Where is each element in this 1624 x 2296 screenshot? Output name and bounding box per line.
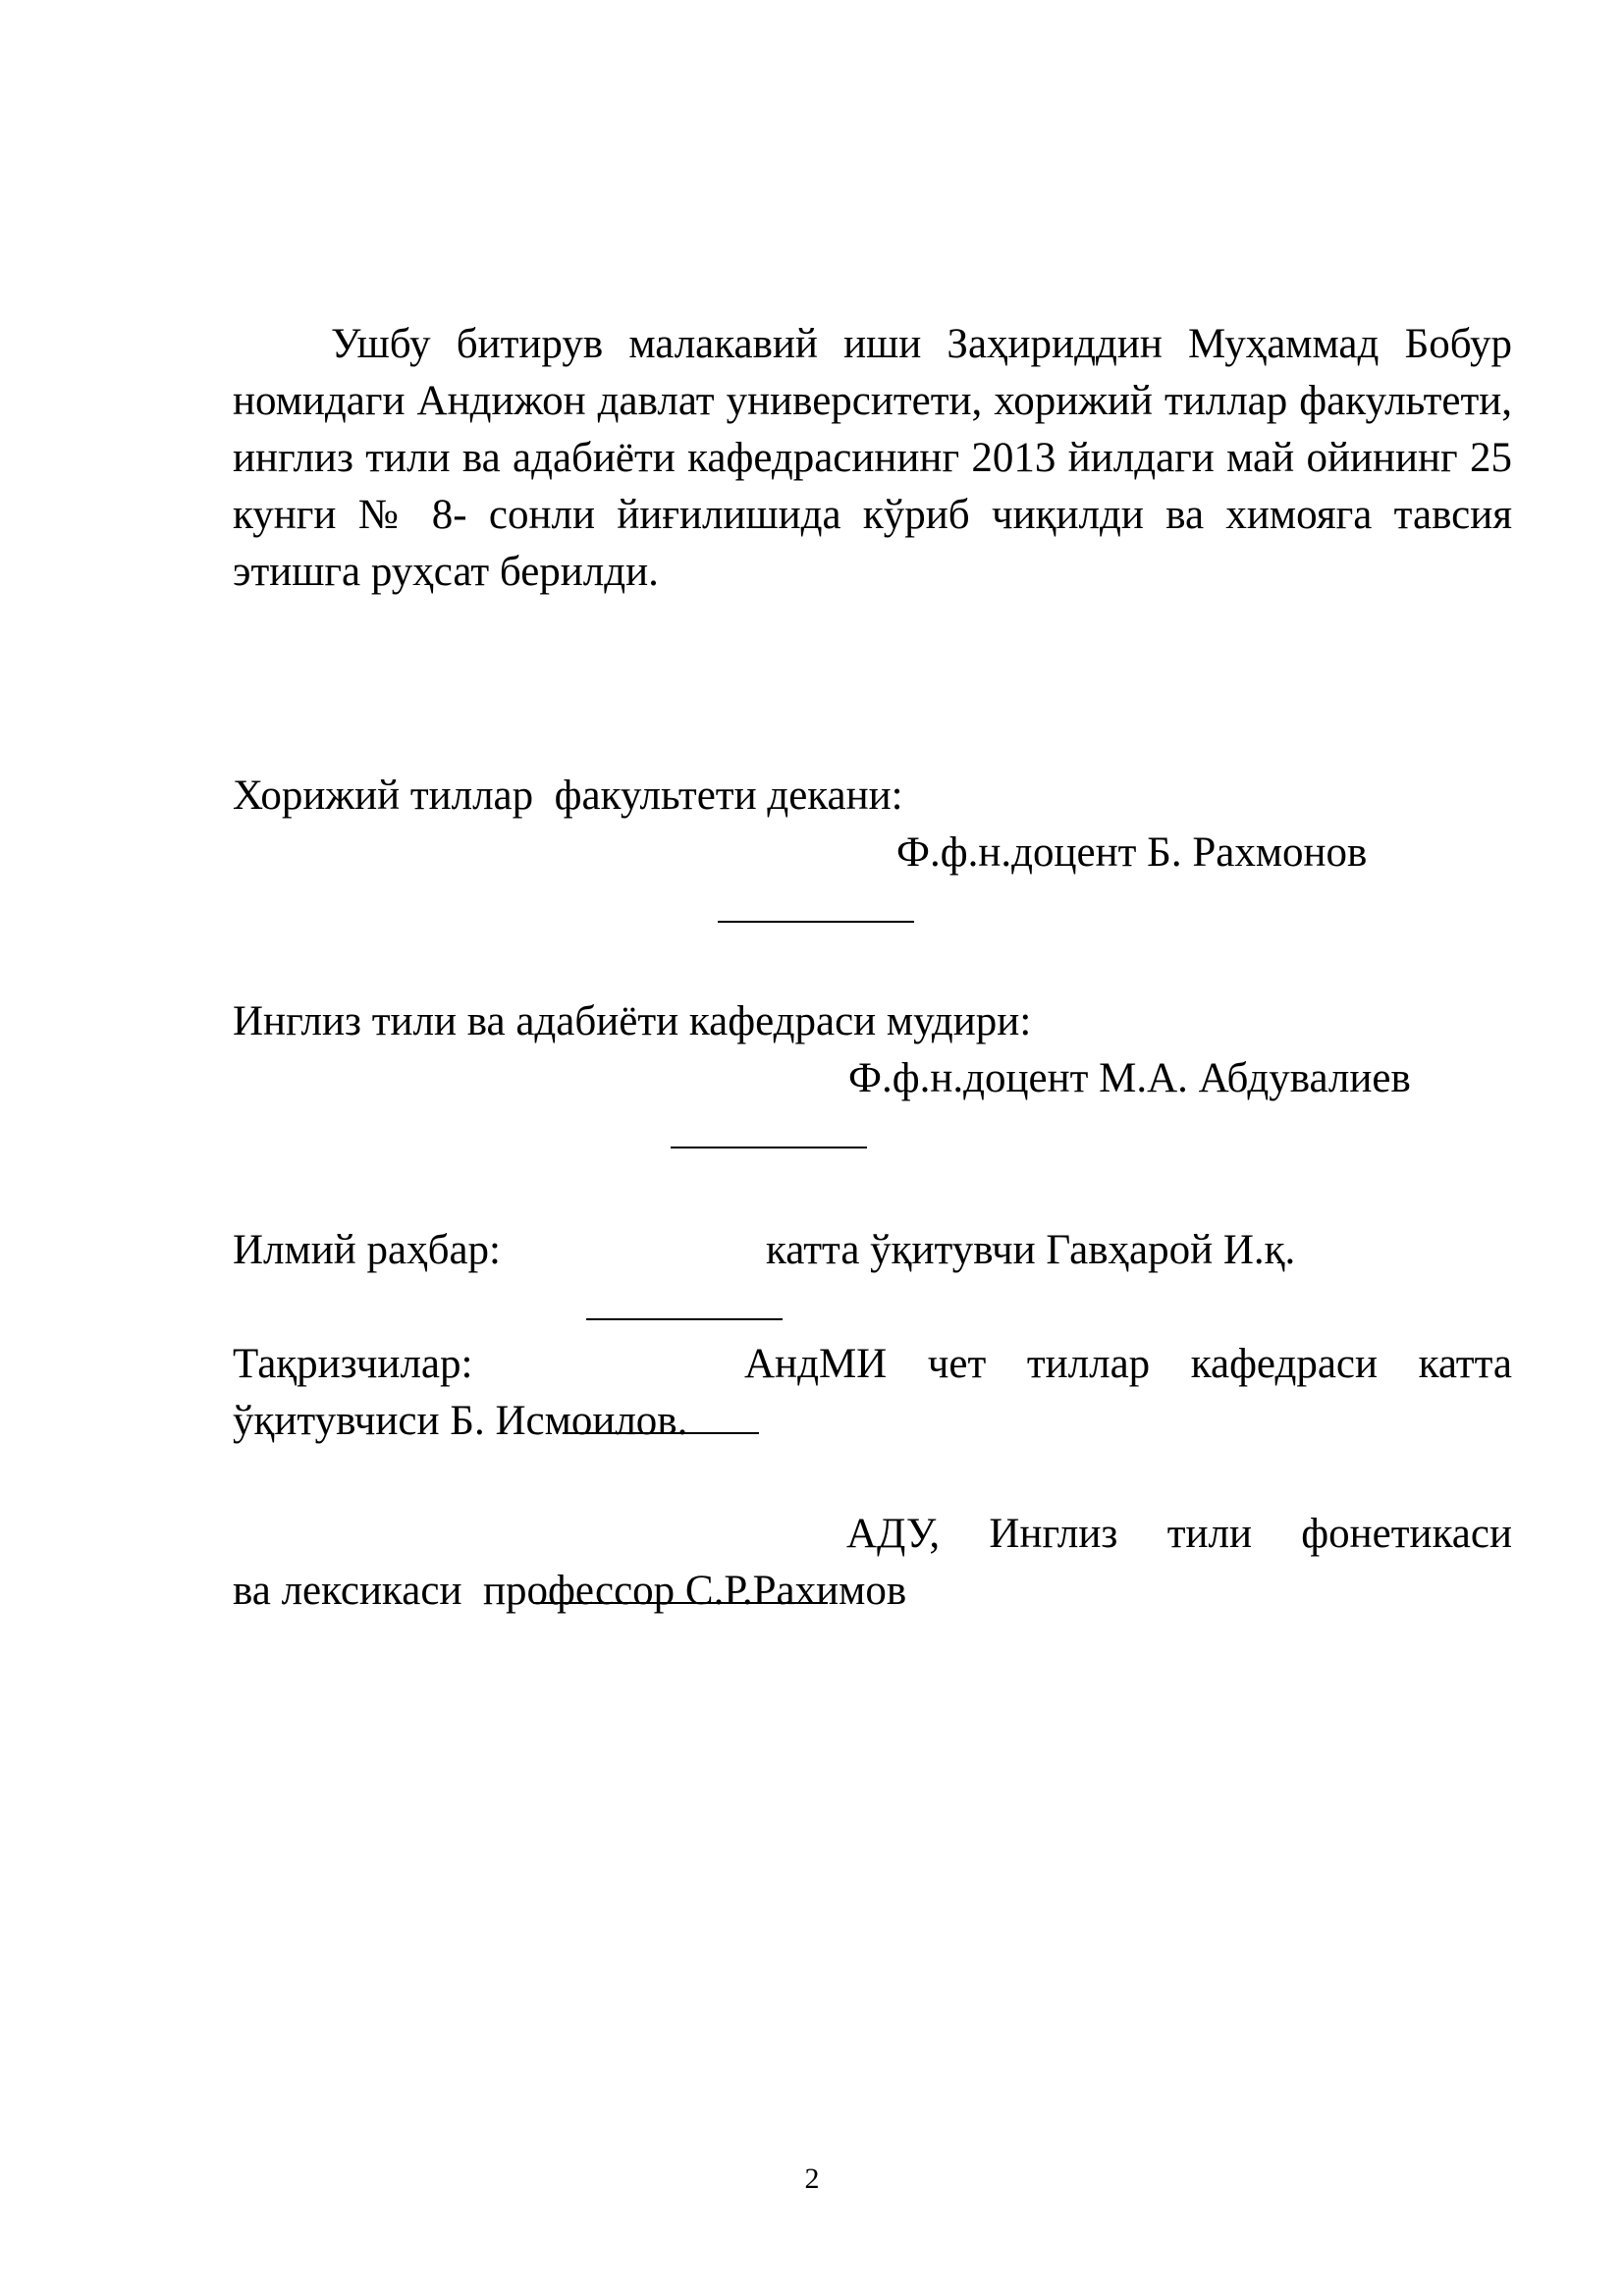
reviewers-label: Тақризчилар: <box>233 1341 473 1387</box>
head-of-department-title: Инглиз тили ва адабиёти кафедраси мудири: <box>233 998 1032 1044</box>
reviewer2-line2: ва лексикаси профессор С.Р.Рахимов <box>233 1568 907 1614</box>
head-signature-line <box>628 1050 867 1221</box>
reviewer2-line1: АДУ, Инглиз тили фонетикаси <box>846 1511 1512 1557</box>
signature-blank <box>586 1279 783 1320</box>
head-of-department-name: Ф.ф.н.доцент М.А. Абдувалиев <box>848 1055 1411 1101</box>
supervisor-label: Илмий раҳбар: <box>233 1227 501 1273</box>
reviewer1-line1: АндМИ чет тиллар кафедраси катта <box>744 1341 1512 1387</box>
dean-signature-line <box>676 825 914 995</box>
signature-blank <box>671 1107 867 1148</box>
dean-name: Ф.ф.н.доцент Б. Рахмонов <box>896 829 1368 876</box>
reviewer1-line2: ўқитувчиси Б. Исмоилов. <box>233 1398 688 1444</box>
supervisor-name: катта ўқитувчи Гавҳарой И.қ. <box>766 1227 1296 1273</box>
signature-blank <box>718 881 914 923</box>
dean-title: Хорижий тиллар факультети декани: <box>233 773 903 819</box>
approval-paragraph: Ушбу битирув малакавий иши Заҳириддин Муҳаммад Бобур номидаги Андижон давлат университети, хорижий тиллар факультети, инглиз тили ва адабиёти кафедрасининг 2013 йилдаги май ойининг 25 кунги № 8- сонли йиғилишида кўриб чиқилди ва химояга тавсия этишга руҳсат берилди. <box>233 321 1512 595</box>
page-number: 2 <box>804 2163 820 2195</box>
